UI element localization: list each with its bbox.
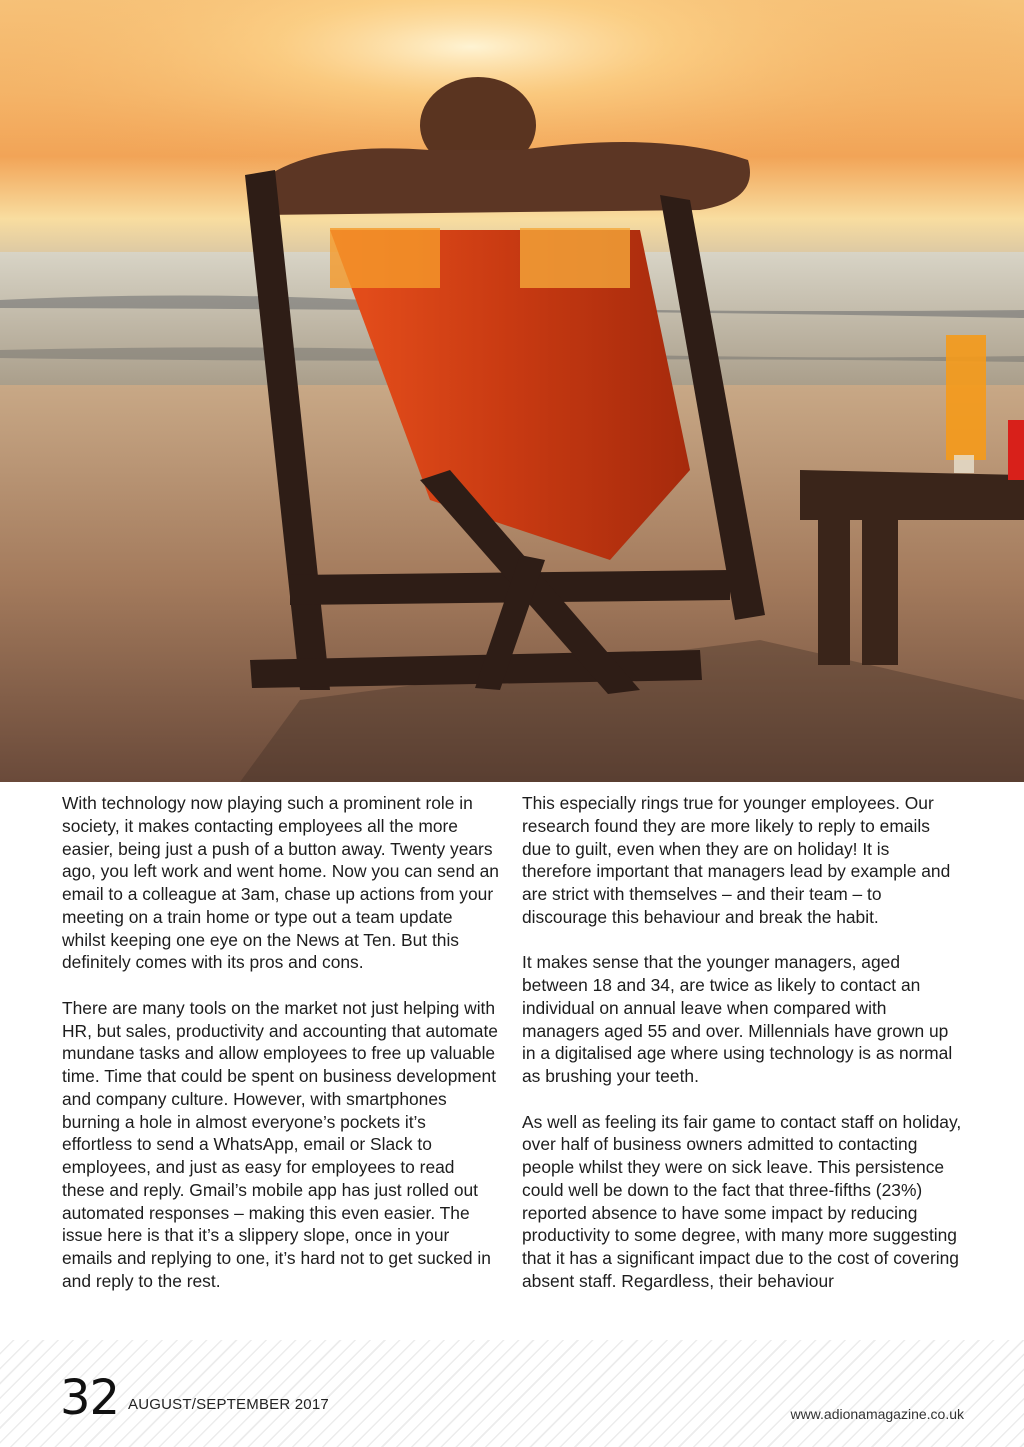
article-paragraph: With technology now playing such a prominent role in society, it makes contacting employees all the more easier, being just a push of a button away. Twenty years ago, you left work and went home. Now you can send an email to a colleague at 3am, chase up actions from your meeting on a train home or type out a team update whilst keeping one eye on the News at Ten. But this definitely comes with its pros and cons.	[62, 793, 499, 973]
footer-pattern	[0, 1340, 1024, 1447]
page-number: 32	[60, 1370, 120, 1426]
article-column-left	[62, 792, 500, 1315]
article-paragraph: As well as feeling its fair game to contact staff on holiday, over half of business owners admitted to contacting people whilst they were on sick leave. This persistence could well be down to the fact that three-fifths (23%) reported absence to have some impact by reducing productivity to some degree, with many more suggesting that it has a significant impact due to the cost of covering absent staff. Regardless, their behaviour	[522, 1111, 962, 1291]
article-paragraph: It makes sense that the younger managers, aged between 18 and 34, are twice as likely to contact an individual on annual leave when compared with managers aged 55 and over. Millennials have grown up in a digitalised age where using technology is as normal as brushing your teeth.	[522, 952, 953, 1086]
website-url: www.adionamagazine.co.uk	[790, 1406, 964, 1422]
article-paragraph: This especially rings true for younger employees. Our research found they are more likely to reply to emails due to guilt, even when they are on holiday! It is therefore important that managers lead by example and are strict with themselves – and their team – to discourage this behaviour and break the habit.	[522, 793, 951, 927]
article-paragraph: There are many tools on the market not just helping with HR, but sales, productivity and accounting that automate mundane tasks and allow employees to free up valuable time. Time that could be spent on business development and company culture. However, with smartphones burning a hole in almost everyone’s pockets it’s effortless to send a WhatsApp, email or Slack to employees, and just as easy for employees to read these and reply. Gmail’s mobile app has just rolled out automated responses – making this even easier. The issue here is that it’s a slippery slope, once in your emails and replying to one, it’s hard not to get sucked in and reply to the rest.	[62, 997, 498, 1291]
issue-date: AUGUST/SEPTEMBER 2017	[128, 1396, 329, 1413]
article-column-right	[522, 792, 962, 1315]
drink-glass-icon	[946, 335, 986, 460]
red-drink-icon	[1008, 420, 1024, 480]
